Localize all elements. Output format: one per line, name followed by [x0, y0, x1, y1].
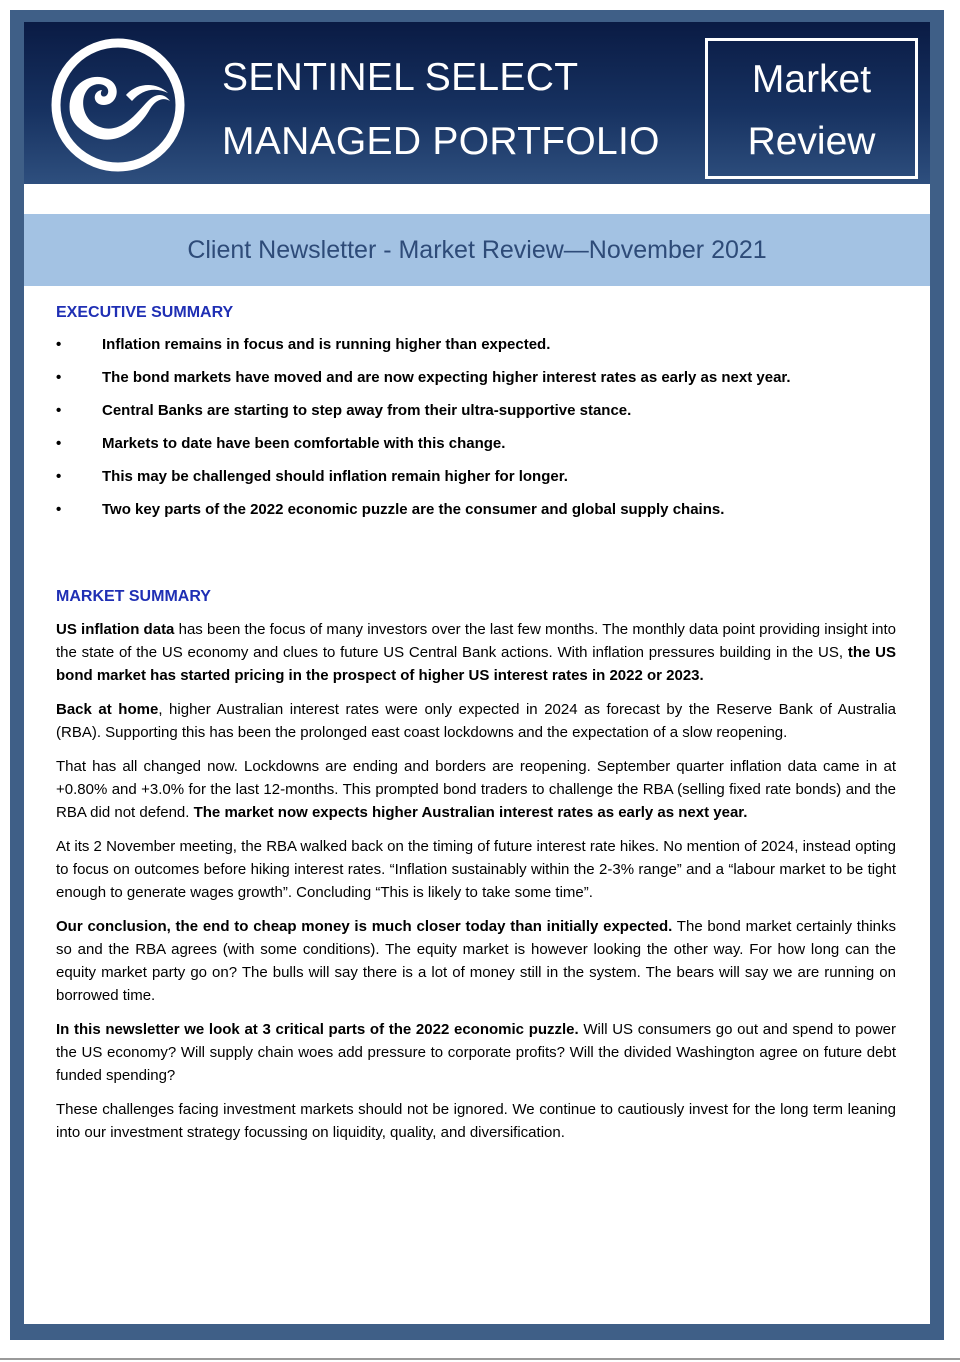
market-summary-heading: MARKET SUMMARY: [56, 588, 211, 605]
newsletter-banner: Client Newsletter - Market Review—November 2021: [24, 214, 930, 286]
paragraph-challenges: These challenges facing investment markets should not be ignored. We continue to cautiously invest for the long term leaning into our investment strategy focussing on liquidity, quality, and diversification.: [56, 1101, 896, 1141]
list-item: • Inflation remains in focus and is running higher than expected.: [56, 336, 551, 353]
portfolio-title: [222, 46, 660, 174]
list-item: • Markets to date have been comfortable with this change.: [56, 435, 506, 452]
bullet-icon: •: [56, 435, 62, 452]
bullet-icon: •: [56, 468, 62, 485]
executive-summary-heading: EXECUTIVE SUMMARY: [56, 304, 234, 321]
page-divider: [0, 1358, 960, 1360]
bullet-icon: •: [56, 402, 62, 419]
executive-summary-list: [56, 336, 896, 534]
paragraph-changed-now: That has all changed now. Lockdowns are ending and borders are reopening. September quarter inflation data came in at +0.80% and +3.0% for the last 12-months. This prompted bond traders to challenge the RBA (selling fixed rate bonds) and the RBA did not defend. The market now expects higher Australian interest rates as early as next year.: [56, 758, 896, 821]
market-review-box: [705, 38, 918, 179]
bullet-icon: •: [56, 501, 62, 518]
content: [56, 304, 896, 1144]
box-line-2: Review: [747, 120, 876, 163]
list-item: • Two key parts of the 2022 economic puzzle are the consumer and global supply chains.: [56, 501, 725, 518]
list-item: • Central Banks are starting to step away from their ultra-supportive stance.: [56, 402, 632, 419]
paragraph-us-inflation: US inflation data has been the focus of many investors over the last few months. The monthly data point providing insight into the state of the US economy and clues to future US Central Bank actions. With inflation pressures building in the US, the US bond market has started pricing in the prospect of higher US interest rates in 2022 or 2023.: [56, 621, 896, 684]
box-line-1: Market: [751, 58, 872, 101]
list-item: • The bond markets have moved and are now expecting higher interest rates as early as next year.: [56, 369, 791, 386]
title-line-1: SENTINEL SELECT: [222, 56, 579, 99]
title-line-2: MANAGED PORTFOLIO: [222, 120, 660, 163]
paragraph-back-at-home: Back at home, higher Australian interest rates were only expected in 2024 as forecast by the Reserve Bank of Australia (RBA). Supporting this has been the prolonged east coast lockdowns and the expectation of a slow reopening.: [56, 701, 896, 741]
page-body: [24, 184, 930, 1324]
paragraph-conclusion: Our conclusion, the end to cheap money is much closer today than initially expected. The bond market certainly thinks so and the RBA agrees (with some conditions). The equity market is however looking the other way. For how long can the equity market party go on? The bulls will say there is a lot of money still in the system. The bears will say we are running on borrowed time.: [56, 918, 896, 1004]
list-item: • This may be challenged should inflation remain higher for longer.: [56, 468, 568, 485]
paragraph-rba-meeting: At its 2 November meeting, the RBA walked back on the timing of future interest rate hikes. No mention of 2024, instead opting to focus on outcomes before hiking interest rates. “Inflation sustainably within the 2-3% range” and a “labour market to be tight enough to generate wages growth”. Concluding “This is likely to take some time”.: [56, 838, 896, 901]
bullet-icon: •: [56, 369, 62, 386]
paragraph-newsletter-preview: In this newsletter we look at 3 critical parts of the 2022 economic puzzle. Will US consumers go out and spend to power the US economy? Will supply chain woes add pressure to corporate profits? Will the divided Washington agree on future debt funded spending?: [56, 1021, 897, 1084]
sentinel-logo-icon: [48, 35, 188, 175]
bullet-icon: •: [56, 336, 62, 353]
